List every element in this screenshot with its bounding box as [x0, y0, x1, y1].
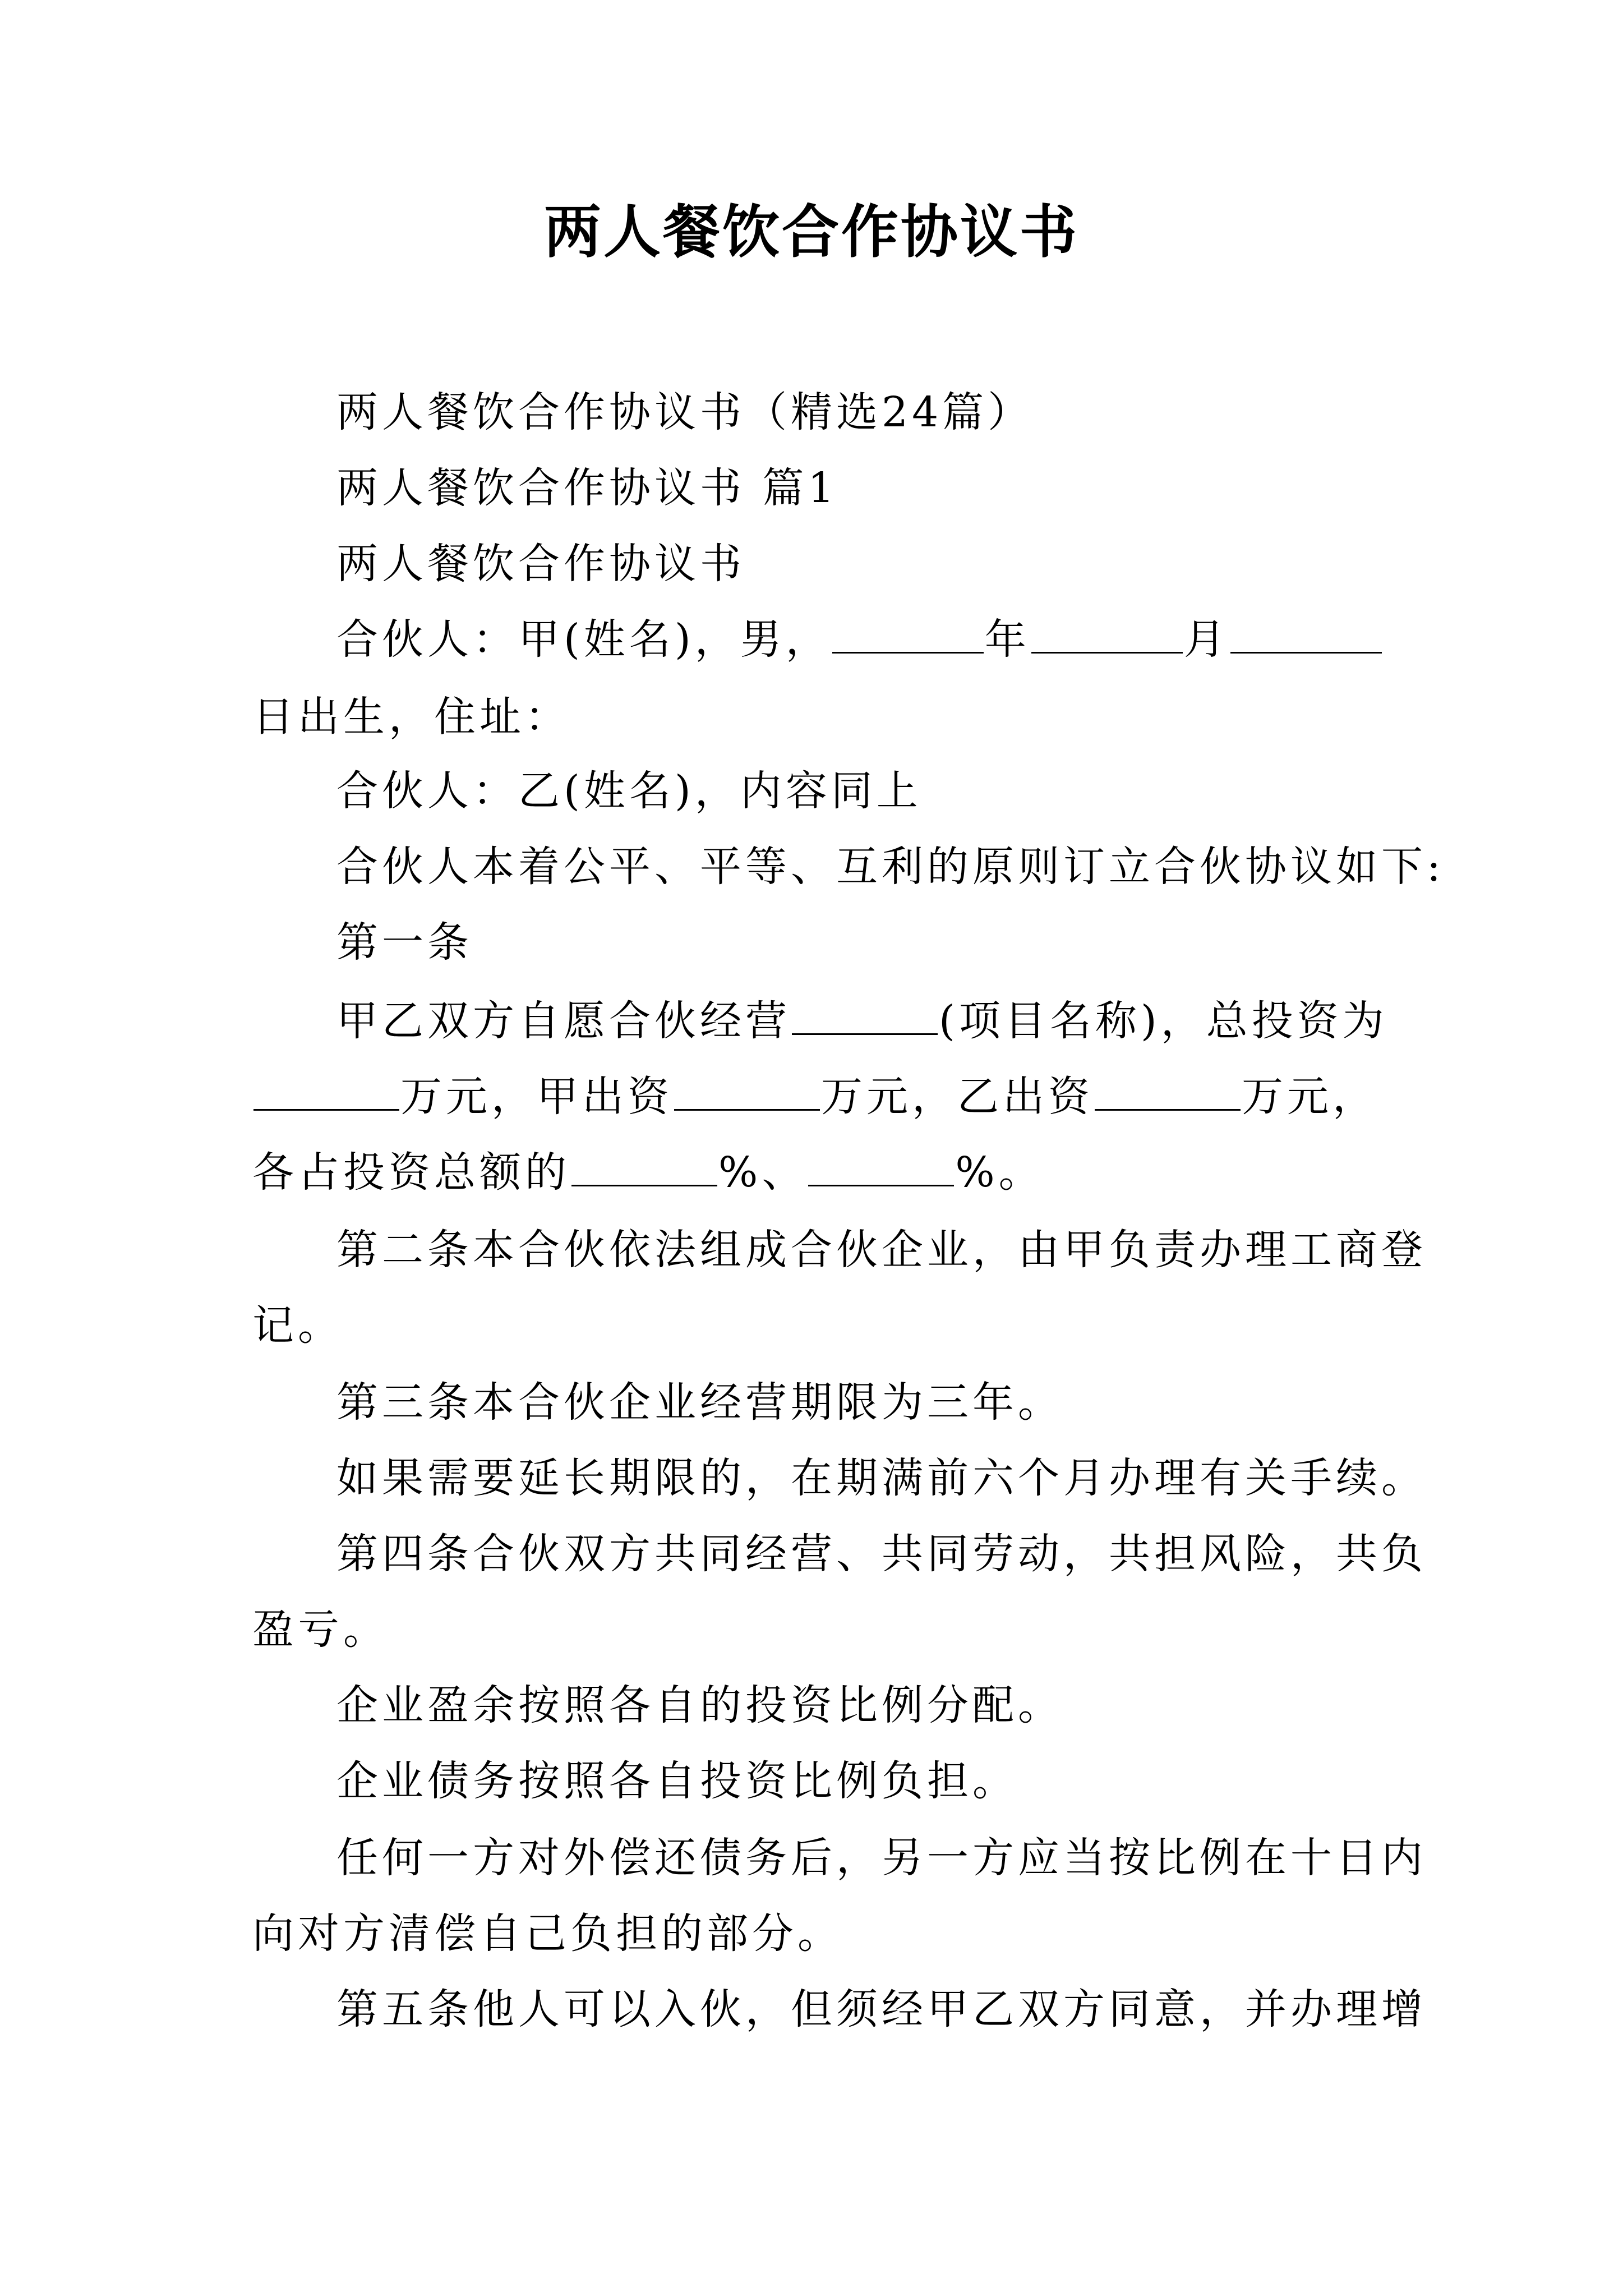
a-investment-blank[interactable]: [674, 1069, 820, 1111]
month-label: 月: [1183, 615, 1229, 664]
partner-a-address-line: 日出生，住址：: [252, 693, 570, 741]
article-1-text-c: 万元，甲出资: [400, 1073, 673, 1121]
article-1-heading: 第一条: [336, 918, 473, 967]
article-4-line-1: 第四条合伙双方共同经营、共同劳动，共担风险，共负: [336, 1530, 1427, 1578]
debt-burden-line: 企业债务按照各自投资比例负担。: [336, 1757, 1018, 1805]
debt-repayment-line-1: 任何一方对外偿还债务后，另一方应当按比例在十日内: [336, 1834, 1427, 1882]
article-4-line-2: 盈亏。: [252, 1605, 389, 1654]
chapter-heading: 两人餐饮合作协议书 篇1: [336, 464, 838, 512]
principle-line: 合伙人本着公平、平等、互利的原则订立合伙协议如下:: [336, 843, 1445, 891]
partner-a-text: 合伙人：甲(姓名)，男，: [336, 615, 831, 664]
birth-year-blank[interactable]: [832, 611, 984, 654]
b-investment-blank[interactable]: [1095, 1069, 1241, 1111]
article-1-text-b: (项目名称)，总投资为: [939, 997, 1388, 1045]
article-1-text-a: 甲乙双方自愿合伙经营: [336, 997, 791, 1045]
article-1-text-h: %。: [955, 1148, 1044, 1197]
partner-a-line: [336, 611, 1383, 668]
project-name-blank[interactable]: [792, 993, 938, 1035]
article-1-text-g: %、: [718, 1148, 808, 1197]
article-2-line-2: 记。: [252, 1301, 343, 1350]
article-1-text-e: 万元，: [1242, 1073, 1378, 1121]
agreement-heading: 两人餐饮合作协议书: [336, 540, 745, 588]
article-3-line: 第三条本合伙企业经营期限为三年。: [336, 1378, 1063, 1427]
profit-distribution-line: 企业盈余按照各自的投资比例分配。: [336, 1681, 1063, 1729]
article-1-line-2: [252, 1069, 1378, 1125]
article-1-text-f: 各占投资总额的: [252, 1148, 570, 1197]
debt-repayment-line-2: 向对方清偿自己负担的部分。: [252, 1910, 843, 1958]
birth-month-blank[interactable]: [1031, 611, 1183, 654]
birth-day-blank[interactable]: [1230, 611, 1382, 654]
page-title: 两人餐饮合作协议书: [544, 199, 1079, 266]
article-1-line-3: [252, 1144, 1044, 1200]
article-3-extension-line: 如果需要延长期限的，在期满前六个月办理有关手续。: [336, 1454, 1427, 1502]
article-1-text-d: 万元，乙出资: [821, 1073, 1094, 1121]
subtitle-line: 两人餐饮合作协议书（精选24篇）: [336, 388, 1034, 436]
total-investment-blank[interactable]: [253, 1069, 399, 1111]
b-share-blank[interactable]: [808, 1144, 954, 1186]
article-5-line-1: 第五条他人可以入伙，但须经甲乙双方同意，并办理增: [336, 1985, 1427, 2033]
year-label: 年: [984, 615, 1030, 664]
article-2-line-1: 第二条本合伙依法组成合伙企业，由甲负责办理工商登: [336, 1226, 1427, 1274]
partner-b-line: 合伙人：乙(姓名)，内容同上: [336, 767, 922, 815]
a-share-blank[interactable]: [571, 1144, 717, 1186]
article-1-line-1: [336, 993, 1388, 1049]
